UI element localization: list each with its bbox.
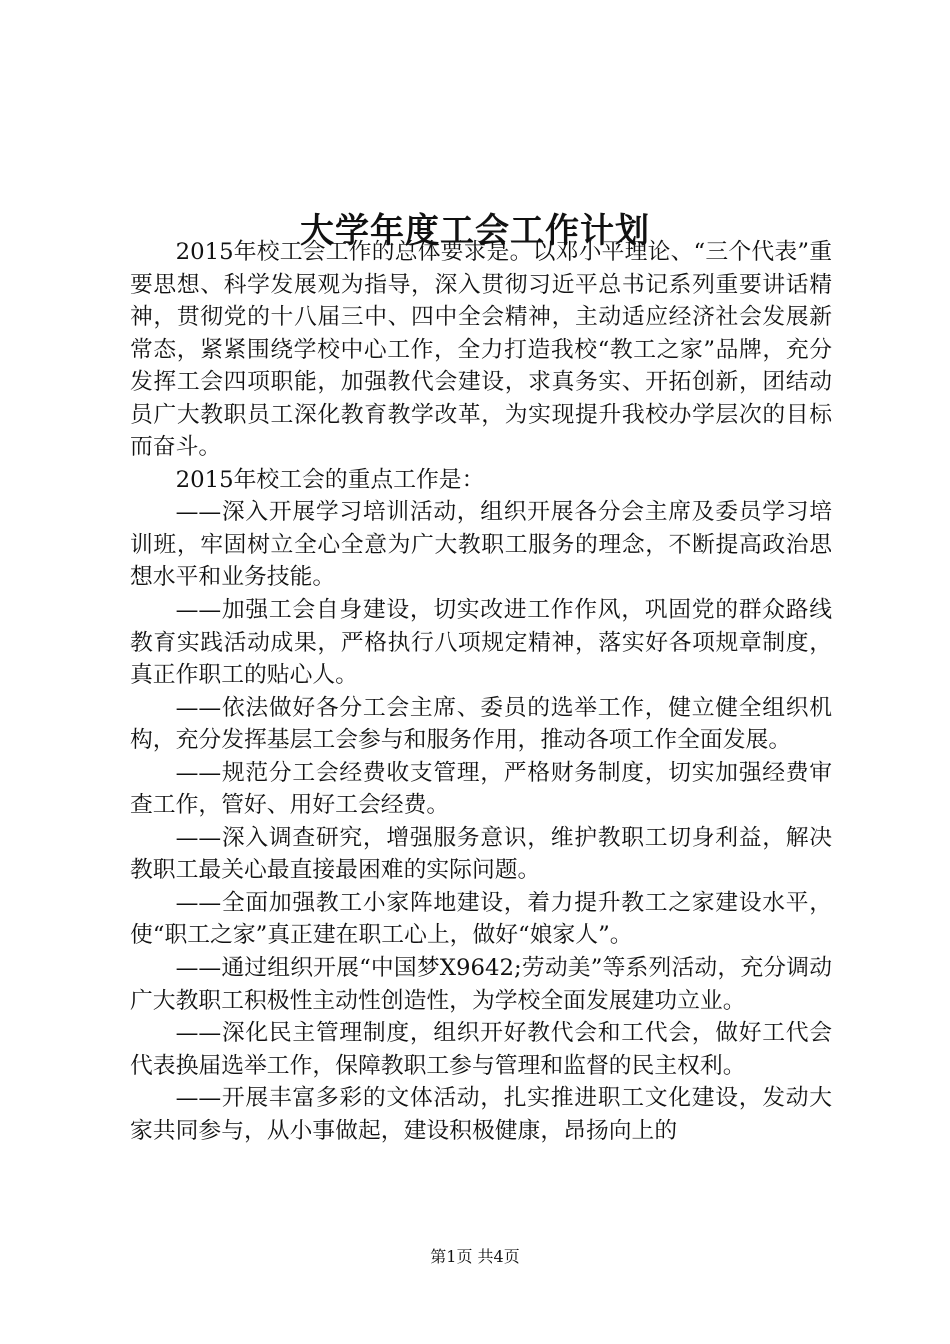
document-title: 大学年度工会工作计划 — [300, 210, 650, 251]
paragraph-item-staff-home: ——全面加强教工小家阵地建设，着力提升教工之家建设水平，使“职工之家”真正建在职工心上，做好“娘家人”。 — [130, 889, 832, 949]
paragraph-item-elections: ——依法做好各分工会主席、委员的选举工作，健立健全组织机构，充分发挥基层工会参与和服务作用，推动各项工作全面发展。 — [130, 694, 832, 754]
paragraph-item-research: ——深入调查研究，增强服务意识，维护教职工切身利益，解决教职工最关心最直接最困难的实际问题。 — [130, 824, 832, 884]
paragraph-item-activities: ——通过组织开展“中国梦X9642;劳动美”等系列活动，充分调动广大教职工积极性主动性创造性，为学校全面发展建功立业。 — [130, 955, 832, 1014]
paragraph-key-tasks-heading: 2015年校工会的重点工作是： — [175, 466, 485, 493]
paragraph-general-requirements: 2015年校工会工作的总体要求是。以邓小平理论、“三个代表”重要思想、科学发展观为指导，深入贯彻习近平总书记系列重要讲话精神，贯彻党的十八届三中、四中全会精神，主动适应经济社会发展新常态，紧紧围绕学校中心工作，全力打造我校“教工之家”品牌，充分发挥工会四项职能，加强教代会建设，求真务实、开拓创新，团结动员广大教职员工深化教育教学改革，为实现提升我校办学层次的目标而奋斗。 — [130, 239, 832, 461]
document-body — [130, 236, 832, 1147]
paragraph-item-funds: ——规范分工会经费收支管理，严格财务制度，切实加强经费审查工作，管好、用好工会经费。 — [130, 759, 832, 819]
paragraph-item-culture: ——开展丰富多彩的文体活动，扎实推进职工文化建设，发动大家共同参与，从小事做起，建设积极健康，昂扬向上的 — [130, 1085, 832, 1144]
paragraph-item-training: ——深入开展学习培训活动，组织开展各分会主席及委员学习培训班，牢固树立全心全意为广大教职工服务的理念，不断提高政治思想水平和业务技能。 — [130, 499, 832, 591]
paragraph-item-self-building: ——加强工会自身建设，切实改进工作作风，巩固党的群众路线教育实践活动成果，严格执行八项规定精神，落实好各项规章制度，真正作职工的贴心人。 — [130, 597, 832, 689]
page-number-footer: 第1页 共4页 — [430, 1247, 520, 1266]
paragraph-item-democracy: ——深化民主管理制度，组织开好教代会和工代会，做好工代会代表换届选举工作，保障教职工参与管理和监督的民主权利。 — [130, 1020, 832, 1079]
